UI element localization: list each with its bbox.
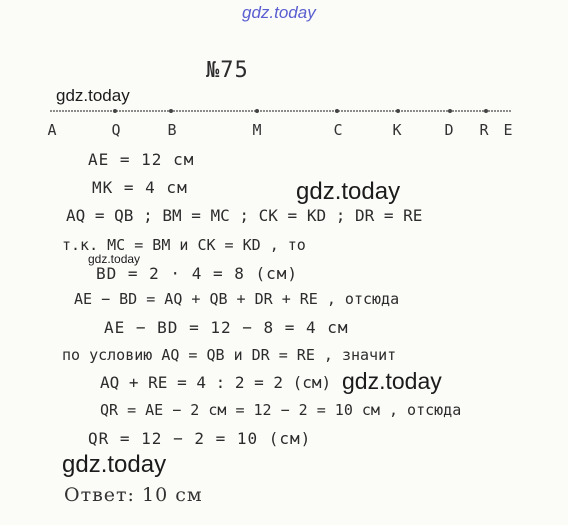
point-label-b: B	[167, 121, 177, 139]
problem-number: №75	[206, 58, 249, 83]
solution-line: MK = 4 см	[92, 178, 188, 197]
solution-line: AQ = QB ; BM = MC ; CK = KD ; DR = RE	[66, 206, 423, 225]
solution-line: AE − BD = AQ + QB + DR + RE , отсюда	[74, 290, 400, 308]
point-label-k: K	[392, 121, 402, 139]
solution-line: AQ + RE = 4 : 2 = 2 (см)	[100, 373, 332, 392]
solution-line: AE = 12 см	[88, 150, 195, 169]
answer-line: Ответ: 10 см	[64, 484, 203, 506]
point-label-e: E	[503, 121, 513, 139]
watermark: gdz.today	[342, 368, 442, 394]
solution-line: BD = 2 · 4 = 8 (см)	[96, 264, 299, 283]
watermark: gdz.today	[296, 178, 401, 205]
point-label-c: C	[333, 121, 343, 139]
watermark-top: gdz.today	[242, 3, 316, 22]
watermark: gdz.today	[56, 86, 130, 105]
solution-line: QR = AE − 2 см = 12 − 2 = 10 см , отсюда	[100, 401, 462, 419]
point-label-q: Q	[111, 121, 121, 139]
point-label-r: R	[479, 121, 489, 139]
watermark: gdz.today	[62, 451, 167, 478]
point-label-a: A	[47, 121, 57, 139]
solution-line: AE − BD = 12 − 8 = 4 см	[104, 318, 349, 337]
point-label-m: M	[252, 121, 262, 139]
watermark: gdz.today	[88, 252, 141, 266]
solution-line: по условию AQ = QB и DR = RE , значит	[62, 346, 397, 364]
point-label-d: D	[444, 121, 454, 139]
solution-line: т.к. MC = BM и CK = KD , то	[62, 236, 306, 254]
solution-line: QR = 12 − 2 = 10 (см)	[88, 429, 312, 448]
